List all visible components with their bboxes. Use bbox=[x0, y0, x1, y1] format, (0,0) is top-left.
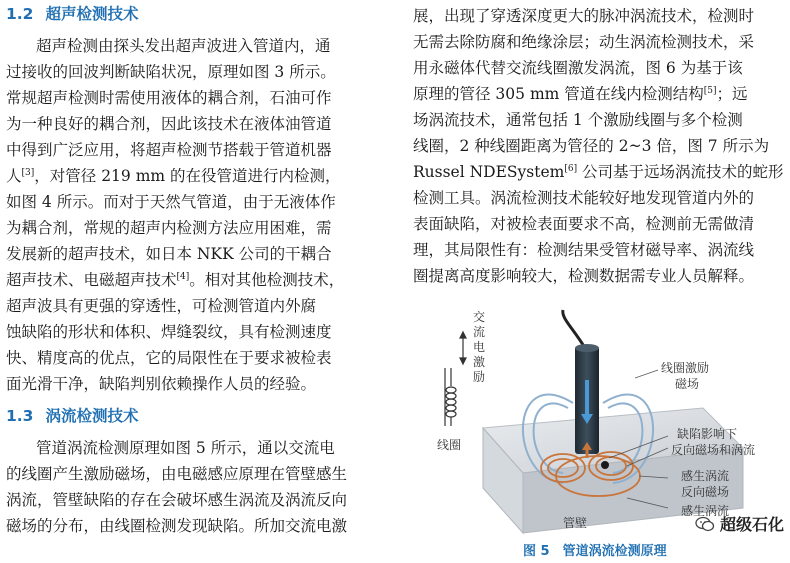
eddy-current-diagram bbox=[413, 308, 785, 538]
para-line: 面光滑干净，缺陷判别依赖操作人员的经验。 bbox=[6, 375, 317, 393]
ac-direction-arrow bbox=[460, 332, 466, 364]
para-line: 圈提离高度影响较大，检测数据需专业人员解释。 bbox=[413, 267, 755, 285]
ac-excitation-label: 交 流 电 激 励 bbox=[473, 310, 486, 384]
probe bbox=[575, 344, 599, 458]
probe-cable bbox=[563, 310, 585, 348]
citation: [4] bbox=[176, 271, 190, 282]
para-line-with-citation: Russel NDESystem[6] 公司基于远场涡流技术的蛇形 bbox=[413, 163, 784, 181]
wechat-icon bbox=[695, 516, 715, 532]
section-number: 1.2 bbox=[6, 5, 34, 23]
para-line: 常规超声检测时需使用液体的耦合剂，石油可作 bbox=[6, 89, 332, 107]
para-line: 为耦合剂，常规的超声内检测方法应用困难，需 bbox=[6, 219, 332, 237]
para-line: 快、精度高的优点，它的局限性在于要求被检表 bbox=[6, 349, 332, 367]
section-title: 超声检测技术 bbox=[45, 5, 139, 23]
para-line-with-citation: 人[3]，对管径 219 mm 的在役管道进行内检测， bbox=[6, 167, 341, 185]
defect-mark bbox=[601, 461, 609, 469]
citation: [6] bbox=[564, 163, 578, 174]
para-line: 管道涡流检测原理如图 5 所示，通以交流电 bbox=[36, 439, 335, 457]
section-heading-1-2 bbox=[6, 4, 138, 24]
watermark bbox=[695, 512, 784, 535]
para-line: 如图 4 所示。而对于天然气管道，由于无液体作 bbox=[6, 193, 336, 211]
para-line: 超声波具有更强的穿透性，可检测管道内外腐 bbox=[6, 297, 317, 315]
para-line: 涡流，管壁缺陷的存在会破坏感生涡流及涡流反向 bbox=[6, 491, 348, 509]
para-line: 过接收的回波判断缺陷状况，原理如图 3 所示。 bbox=[6, 63, 336, 81]
section-title: 涡流检测技术 bbox=[45, 407, 139, 425]
para-line: 线圈，2 种线圈距离为管径的 2~3 倍，图 7 所示为 bbox=[413, 137, 770, 155]
para-line: 用永磁体代替交流线圈激发涡流，图 6 为基于该 bbox=[413, 59, 743, 77]
induced-current-label: 感生涡流 bbox=[681, 504, 730, 518]
coil-icon bbox=[445, 368, 456, 426]
para-line: 理，其局限性有：检测结果受管材磁导率、涡流线 bbox=[413, 241, 755, 259]
para-line: 的线圈产生激励磁场，由电磁感应原理在管壁感生 bbox=[6, 465, 348, 483]
para-line: 超声检测由探头发出超声波进入管道内，通 bbox=[36, 37, 331, 55]
coil-label: 线圈 bbox=[437, 438, 462, 452]
watermark-text: 超级石化 bbox=[719, 515, 784, 534]
figure-caption: 图 5 管道涡流检测原理 bbox=[523, 544, 667, 559]
para-line: 磁场的分布，由线圈检测发现缺陷。所加交流电激 bbox=[6, 517, 348, 535]
citation: [5] bbox=[703, 85, 717, 96]
defect-effect-label: 缺陷影响下 反向磁场和涡流 bbox=[671, 427, 756, 457]
para-line-with-citation: 原理的管径 305 mm 管道在线内检测结构[5]；远 bbox=[413, 85, 748, 103]
para-line: 为一种良好的耦合剂，因此该技术在液体油管道 bbox=[6, 115, 332, 133]
section-heading-1-3 bbox=[6, 406, 138, 426]
para-line: 检测工具。涡流检测技术能较好地发现管道内外的 bbox=[413, 189, 755, 207]
excitation-field-label: 线圈激励 磁场 bbox=[661, 361, 710, 391]
para-line-with-citation: 超声技术、电磁超声技术[4]。相对其他检测技术， bbox=[6, 271, 345, 289]
para-line: 场涡流技术，通常包括 1 个激励线圈与多个检测 bbox=[413, 111, 743, 129]
para-line: 表面缺陷，对被检表面要求不高，检测前无需做清 bbox=[413, 215, 755, 233]
section-number: 1.3 bbox=[6, 407, 34, 425]
induced-field-label: 感生涡流 反向磁场 bbox=[681, 469, 730, 499]
para-line: 发展新的超声技术，如日本 NKK 公司的干耦合 bbox=[6, 245, 332, 263]
para-line: 无需去除防腐和绝缘涂层；动生涡流检测技术，采 bbox=[413, 33, 755, 51]
para-line: 中得到广泛应用，将超声检测节搭载于管道机器 bbox=[6, 141, 332, 159]
para-line: 展，出现了穿透深度更大的脉冲涡流技术，检测时 bbox=[413, 7, 755, 25]
para-line: 蚀缺陷的形状和体积、焊缝裂纹，具有检测速度 bbox=[6, 323, 332, 341]
pipe-wall-label: 管壁 bbox=[563, 516, 588, 530]
citation: [3] bbox=[21, 167, 35, 178]
